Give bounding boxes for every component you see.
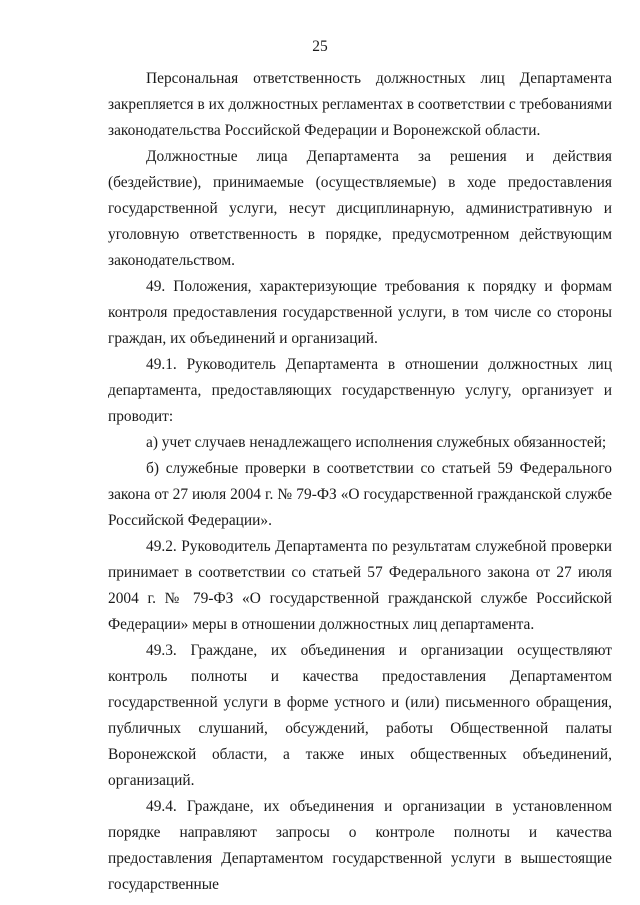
- page-number: 25: [312, 38, 328, 55]
- paragraph-49-4-requests: 49.4. Граждане, их объединения и организации в установленном порядке направляют запросы о контроле полноты и качества предоставления Департаментом государственной услуги в вышестоящие государственные: [108, 798, 612, 893]
- paragraph-49-control-requirements: 49. Положения, характеризующие требования к порядку и формам контроля предоставления государственной услуги, в том числе со стороны граждан, их объединений и организаций.: [108, 278, 612, 347]
- paragraph-49-2-measures: 49.2. Руководитель Департамента по результатам служебной проверки принимает в соответствии со статьей 57 Федерального закона от 27 июля 2004 г. № 79-ФЗ «О государственной гражданской службе Российской Федерации» меры в отношении должностных лиц департамента.: [108, 538, 612, 633]
- paragraph-officials-liability: Должностные лица Департамента за решения и действия (бездействие), принимаемые (осуществляемые) в ходе предоставления государственной услуги, несут дисциплинарную, административную и уголовную ответственность в порядке, предусмотренном действующим законодательством.: [108, 148, 612, 269]
- paragraph-personal-responsibility: Персональная ответственность должностных лиц Департамента закрепляется в их должностных регламентах в соответствии с требованиями законодательства Российской Федерации и Воронежской области.: [108, 70, 612, 139]
- paragraph-item-b: б) служебные проверки в соответствии со статьей 59 Федерального закона от 27 июля 2004 г. № 79-ФЗ «О государственной гражданской службе Российской Федерации».: [108, 460, 612, 529]
- document-body: [108, 66, 612, 898]
- paragraph-49-3-citizen-control: 49.3. Граждане, их объединения и организации осуществляют контроль полноты и качества предоставления Департаментом государственной услуги в форме устного и (или) письменного обращения, публичных слушаний, обсуждений, работы Общественной палаты Воронежской области, а также иных общественных объединений, организаций.: [108, 642, 612, 789]
- paragraph-49-1-head-organizes: 49.1. Руководитель Департамента в отношении должностных лиц департамента, предоставляющих государственную услугу, организует и проводит:: [108, 356, 612, 425]
- paragraph-item-a: а) учет случаев ненадлежащего исполнения служебных обязанностей;: [146, 434, 607, 451]
